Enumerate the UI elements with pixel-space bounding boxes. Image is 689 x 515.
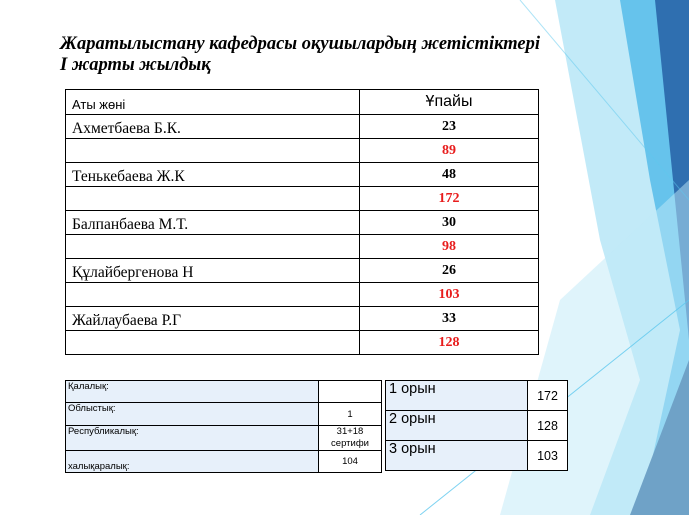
table-row	[66, 211, 539, 235]
student-name: Балпанбаева М.Т.	[66, 211, 360, 235]
slide-title	[60, 34, 580, 76]
title-line-2: І жарты жылдық	[60, 55, 211, 75]
table-row	[66, 163, 539, 187]
place-label: 2 орын	[386, 411, 528, 441]
level-label: Республикалық:	[66, 426, 319, 451]
table-row	[66, 307, 539, 331]
student-total-score: 103	[360, 283, 539, 307]
level-value: 1	[319, 403, 382, 426]
scores-table	[65, 89, 539, 355]
student-name: Тенькебаева Ж.К	[66, 163, 360, 187]
table-row	[66, 115, 539, 139]
level-value	[319, 426, 382, 451]
level-row	[66, 451, 382, 473]
student-name	[66, 283, 360, 307]
student-name: Ахметбаева Б.К.	[66, 115, 360, 139]
places-table	[385, 380, 568, 471]
header-name: Аты жөні	[66, 90, 360, 115]
place-row	[386, 441, 568, 471]
level-row	[66, 426, 382, 451]
place-row	[386, 381, 568, 411]
student-name	[66, 187, 360, 211]
level-row	[66, 381, 382, 403]
table-row	[66, 187, 539, 211]
level-label: халықаралық:	[66, 451, 319, 473]
student-total-score: 89	[360, 139, 539, 163]
table-row	[66, 259, 539, 283]
student-score: 33	[360, 307, 539, 331]
competition-levels-table	[65, 380, 382, 473]
level-value	[319, 381, 382, 403]
level-value: 104	[319, 451, 382, 473]
student-score: 26	[360, 259, 539, 283]
level-value-line-2: сертифи	[331, 438, 369, 449]
place-value: 128	[528, 411, 568, 441]
header-score: Ұпайы	[360, 90, 539, 115]
table-row	[66, 235, 539, 259]
level-label: Қалалық:	[66, 381, 319, 403]
student-score: 30	[360, 211, 539, 235]
table-row	[66, 331, 539, 355]
student-total-score: 128	[360, 331, 539, 355]
place-value: 172	[528, 381, 568, 411]
student-score: 23	[360, 115, 539, 139]
level-row	[66, 403, 382, 426]
student-name	[66, 331, 360, 355]
student-name	[66, 235, 360, 259]
level-value-line-1: 31+18	[336, 426, 364, 437]
table-row	[66, 283, 539, 307]
student-total-score: 98	[360, 235, 539, 259]
student-name: Жайлаубаева Р.Г	[66, 307, 360, 331]
student-name	[66, 139, 360, 163]
student-score: 48	[360, 163, 539, 187]
student-name: Құлайбергенова Н	[66, 259, 360, 283]
place-label: 3 орын	[386, 441, 528, 471]
table-row	[66, 139, 539, 163]
table-header-row	[66, 90, 539, 115]
place-label: 1 орын	[386, 381, 528, 411]
student-total-score: 172	[360, 187, 539, 211]
place-value: 103	[528, 441, 568, 471]
place-row	[386, 411, 568, 441]
title-line-1: Жаратылыстану кафедрасы оқушылардың жетістіктері	[60, 34, 540, 54]
level-label: Облыстық:	[66, 403, 319, 426]
